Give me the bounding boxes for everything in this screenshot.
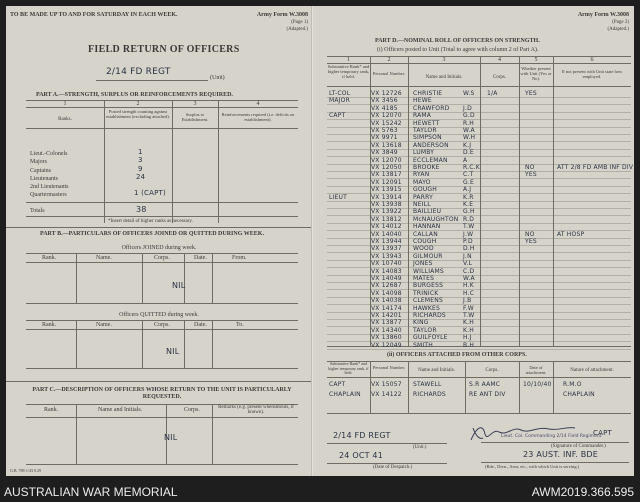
brigade-label: (Bde., Divn., Area, etc., with which Unit is serving.)	[485, 464, 580, 469]
roll-initials: T.W	[463, 223, 475, 231]
roll-name: LUMBY	[413, 149, 435, 157]
roll-number: VX 10740	[371, 260, 402, 268]
despatch-date-label: (Date of Despatch.)	[373, 465, 413, 470]
roll-number: VX 13877	[371, 319, 402, 327]
attached-title: (ii) OFFICERS ATTACHED FROM OTHER CORPS.	[387, 352, 527, 358]
part-b-title: PART B.—PARTICULARS OF OFFICERS JOINED OR QUITTED DURING WEEK.	[40, 231, 264, 237]
roll-name: TAYLOR	[413, 326, 437, 334]
roll-initials: H.J	[463, 334, 472, 342]
roll-initials: C.T	[463, 171, 474, 179]
sign-unit: 2/14 FD REGT	[333, 431, 391, 440]
rank-label: Lieut.-Colonels	[30, 151, 68, 157]
roll-rank: LT-COL	[329, 90, 351, 97]
roll-initials: R.H	[463, 119, 474, 127]
roll-name: McNAUGHTON	[413, 215, 459, 223]
roll-initials: W.A	[463, 275, 475, 282]
roll-name: RYAN	[413, 171, 430, 179]
roll-name: PARRY	[413, 193, 433, 201]
page-title: FIELD RETURN OF OFFICERS	[88, 44, 240, 55]
printer-mark: G.B. 788-1/43 0.29	[10, 468, 41, 473]
roll-initials: H.C	[463, 289, 475, 297]
roll-initials: W.S	[463, 90, 475, 97]
attached-nature: R.M.O	[563, 381, 582, 388]
rank-value: 1 (CAPT)	[134, 189, 166, 197]
roll-number: VX 14098	[371, 289, 402, 297]
roll-name: WILLIAMS	[413, 267, 444, 275]
roll-name: ANDERSON	[413, 141, 449, 149]
roll-initials: B.H	[463, 341, 475, 349]
roll-number: VX 3849	[371, 149, 398, 157]
roll-initials: A.J	[463, 186, 472, 194]
despatch-date: 24 OCT 41	[339, 451, 384, 460]
attached-rank: CAPT	[329, 381, 346, 388]
attached-corps: RE ANT DIV	[469, 391, 506, 398]
brigade-value: 23 AUST. INF. BDE	[523, 450, 599, 459]
roll-number: VX 14038	[371, 297, 402, 305]
totals-value: 38	[136, 205, 147, 214]
roll-note: ATT 2/8 FD AMB INF DIV	[557, 164, 634, 171]
roll-name: BURGESS	[413, 282, 444, 290]
roll-name: JONES	[413, 260, 433, 268]
part-d-subtitle: (i) Officers posted to Unit (Total to agree with column 2 of Part A).	[377, 47, 539, 53]
footer-bar	[0, 480, 640, 502]
roll-name: MATES	[413, 275, 435, 282]
army-form-label-2: Army Form W.3008	[577, 12, 629, 18]
part-c-title: PART C.—DESCRIPTION OF OFFICERS WHOSE RETURN TO THE UNIT IS PARTICULARLY REQUESTED.	[32, 387, 292, 400]
right-page: Army Form W.3008 (Page 2) (Adapted.) PART D.—NOMINAL ROLL OF OFFICERS ON STRENGTH. (i) Officers posted to Unit (Total to agree with column 2 of Part A). 1 2 3 4 5 6 Substantive Rank* and higher temporary rank, if held. Personal Number. Name and Initials. Corps. Whether present with Unit (Yes or No). If not present with Unit state how employed. (ii) OFFICERS ATTACHED FROM OTHER CORPS. Substantive Rank* and higher temporary rank, if held. Personal Number. Name and Initials. Corps. Date of attachment. Nature of attachment. 2/14 FD REGT (Unit.) 24 OCT 41 (Date of Despatch.) CAPT Lieut. Col. Commanding 2/14 Field Regiment (Signature of Commander.) 23 AUST. INF. BDE (Bde., Divn., Area, etc., with which Unit is serving.) LT-COL VX 12726 CHRISTIE W.S 1/A YES MAJOR VX 3456 HEWE VX 4185 CRAWFORD J.D CAPT VX 12070 RAMA G.D VX 15242 HEWETT R.H VX 5763 TAYLOR W.A VX 9971 SIMPSON W.H VX 13618 ANDERSON K.J VX 3849 LUMBY D.E VX 12070 ECCLEMAN A VX 12050 BROOKE R.C.K NO ATT 2/8 FD AMB INF DIV VX 13817 RYAN C.T YES VX 12091 MAYO G.E VX 13915 GOUGH A.J LIEUT VX 13914 PARRY K.R VX 13938 NEILL K.E VX 13922 BAILLIEU G.H VX 13812 McNAUGHTON R.D VX 14012 HANNAN T.W VX 14040 CALLAN J.W NO AT HOSP VX 13944 COUGH P.D YES VX 13937 WOOD D.H VX 13943 GILMOUR J.N VX 10740 JONES V.L VX 14083 WILLIAMS C.D VX 14049 MATES W.A VX 12687 BURGESS H.K VX 14098 TRINICK H.C VX 14038 CLEMENS J.B VX 14174 HAWKES F.W VX 14201 RICHARDS T.W VX 13877 KING K.H VX 14340 TAYLOR K.H VX 13860 GUILFOYLE H.J VX 12049 SMITH B.H CAPT VX 15057 STAWELL S.R AAMC 10/10/40 R.M.O CHAPLAIN VX 14122 RICHARDS RE ANT DIV CHAPLAIN	[313, 6, 634, 476]
rank-value: 3	[138, 156, 143, 164]
roll-number: VX 5763	[371, 127, 398, 134]
roll-initials: K.J	[463, 141, 472, 149]
roll-number: VX 14040	[371, 230, 402, 238]
roll-number: VX 14340	[371, 326, 402, 334]
roll-present: NO	[525, 230, 535, 238]
roll-name: CHRISTIE	[413, 90, 443, 97]
roll-name: GOUGH	[413, 186, 437, 194]
roll-number: VX 13914	[371, 193, 402, 201]
roll-number: VX 13860	[371, 334, 402, 342]
roll-name: HEWETT	[413, 119, 440, 127]
roll-number: VX 15242	[371, 119, 402, 127]
roll-number: VX 13812	[371, 215, 402, 223]
roll-number: VX 13618	[371, 141, 402, 149]
roll-name: ECCLEMAN	[413, 156, 448, 164]
roll-initials: H.K	[463, 282, 474, 290]
roll-name: BAILLIEU	[413, 208, 442, 216]
roll-name: TRINICK	[413, 289, 439, 297]
roll-number: VX 13915	[371, 186, 402, 194]
roll-name: CRAWFORD	[413, 104, 450, 112]
signature-stamp: Lieut. Col. Commanding 2/14 Field Regiment	[501, 434, 602, 439]
roll-name: HAWKES	[413, 304, 440, 312]
roll-number: VX 13938	[371, 201, 402, 208]
roll-initials: W.A	[463, 127, 475, 134]
roll-number: VX 14201	[371, 312, 402, 319]
roll-initials: A	[463, 156, 468, 164]
unit-value: 2/14 FD REGT	[106, 67, 171, 77]
roll-initials: G.H	[463, 208, 475, 216]
roll-number: VX 13944	[371, 238, 402, 245]
roll-name: SIMPSON	[413, 134, 442, 142]
army-form-sub-2: (Page 2) (Adapted.)	[607, 20, 629, 32]
roll-name: SMITH	[413, 341, 433, 349]
roll-rank: MAJOR	[329, 97, 350, 105]
attached-date: 10/10/40	[523, 381, 552, 388]
roll-number: VX 14049	[371, 275, 402, 282]
roll-initials: J.B	[463, 297, 472, 305]
quitted-value: NIL	[166, 347, 180, 356]
roll-number: VX 4185	[371, 104, 398, 112]
rank-label: Captains	[30, 168, 51, 174]
roll-initials: P.D	[463, 238, 473, 245]
footer-accession: AWM2019.366.595	[531, 485, 634, 499]
rank-label: Lieutenants	[30, 176, 58, 182]
joined-value: NIL	[172, 281, 186, 290]
quitted-title: Officers QUITTED during week.	[119, 312, 199, 318]
roll-number: VX 9971	[371, 134, 398, 142]
signature-label: (Signature of Commander.)	[551, 444, 606, 449]
roll-initials: G.D	[463, 112, 475, 120]
roll-initials: G.E	[463, 178, 474, 186]
roll-initials: K.E	[463, 201, 474, 208]
roll-name: NEILL	[413, 201, 431, 208]
roll-name: RICHARDS	[413, 312, 446, 319]
roll-number: VX 12070	[371, 156, 402, 164]
roll-number: VX 13943	[371, 252, 402, 260]
roll-initials: V.L	[463, 260, 473, 268]
unit-label: (Unit)	[210, 75, 225, 81]
sign-unit-label: (Unit.)	[413, 445, 427, 450]
roll-name: HANNAN	[413, 223, 441, 231]
roll-initials: C.D	[463, 267, 475, 275]
roll-note: AT HOSP	[557, 230, 585, 238]
top-note: TO BE MADE UP TO AND FOR SATURDAY IN EACH WEEK.	[10, 12, 178, 18]
roll-name: CALLAN	[413, 230, 438, 238]
roll-name: GILMOUR	[413, 252, 443, 260]
attached-corps: S.R AAMC	[469, 381, 501, 388]
roll-number: VX 14174	[371, 304, 402, 312]
roll-initials: J.D	[463, 104, 472, 112]
roll-number: VX 3456	[371, 97, 398, 105]
roll-name: KING	[413, 319, 429, 327]
roll-initials: J.N	[463, 252, 472, 260]
roll-number: VX 12049	[371, 341, 402, 349]
roll-rank: LIEUT	[329, 193, 347, 201]
roll-number: VX 13922	[371, 208, 402, 216]
roll-name: MAYO	[413, 178, 431, 186]
roll-name: CLEMENS	[413, 297, 443, 305]
roll-initials: D.H	[463, 245, 475, 253]
roll-name: RAMA	[413, 112, 432, 120]
roll-initials: R.D	[463, 215, 475, 223]
roll-initials: R.C.K	[463, 164, 480, 171]
roll-initials: J.W	[463, 230, 474, 238]
roll-name: COUGH	[413, 238, 437, 245]
part-d-title: PART D.—NOMINAL ROLL OF OFFICERS ON STRENGTH.	[375, 38, 540, 44]
attached-number: VX 15057	[371, 381, 402, 388]
roll-initials: K.H	[463, 326, 474, 334]
roll-present: YES	[525, 90, 537, 97]
roll-present: YES	[525, 238, 537, 245]
rank-value: 1	[138, 148, 143, 156]
roll-initials: T.W	[463, 312, 475, 319]
totals-label: Totals	[30, 208, 45, 214]
roll-name: TAYLOR	[413, 127, 437, 134]
roll-name: GUILFOYLE	[413, 334, 448, 342]
part-c-value: NIL	[164, 433, 178, 442]
roll-initials: D.E	[463, 149, 474, 157]
rank-value: 24	[136, 173, 146, 181]
rank-label: Majors	[30, 159, 47, 165]
rank-label: Quartermasters	[30, 192, 67, 198]
attached-name: STAWELL	[413, 381, 442, 388]
roll-rank: CAPT	[329, 112, 346, 120]
footnote: *Insert detail of higher ranks as necessary.	[108, 219, 193, 224]
signature-rank: CAPT	[593, 429, 612, 437]
part-a-title: PART A.—STRENGTH, SURPLUS OR REINFORCEMENTS REQUIRED.	[36, 92, 233, 98]
rank-label: 2nd Lieutenants	[30, 184, 69, 190]
roll-initials: W.H	[463, 134, 476, 142]
roll-present: YES	[525, 171, 537, 179]
attached-rank: CHAPLAIN	[329, 391, 361, 398]
roll-number: VX 12070	[371, 112, 402, 120]
rank-value: 9	[138, 165, 143, 173]
roll-present: NO	[525, 164, 535, 171]
roll-initials: F.W	[463, 304, 474, 312]
roll-number: VX 12726	[371, 90, 402, 97]
roll-number: VX 12687	[371, 282, 402, 290]
roll-number: VX 14083	[371, 267, 402, 275]
roll-initials: K.R	[463, 193, 474, 201]
roll-name: HEWE	[413, 97, 432, 105]
footer-source: AUSTRALIAN WAR MEMORIAL	[4, 485, 178, 499]
roll-initials: K.H	[463, 319, 474, 327]
commander-signature	[463, 420, 583, 446]
roll-number: VX 12091	[371, 178, 402, 186]
attached-name: RICHARDS	[413, 391, 446, 398]
roll-name: BROOKE	[413, 164, 440, 171]
attached-number: VX 14122	[371, 391, 402, 398]
joined-title: Officers JOINED during week.	[121, 245, 197, 251]
roll-name: WOOD	[413, 245, 434, 253]
roll-number: VX 13937	[371, 245, 402, 253]
army-form-label: Army Form W.3008	[256, 12, 308, 18]
roll-number: VX 14012	[371, 223, 402, 231]
roll-number: VX 13817	[371, 171, 402, 179]
army-form-sub: (Page 1) (Adapted.)	[286, 20, 308, 32]
roll-corps: 1/A	[487, 90, 498, 97]
roll-number: VX 12050	[371, 164, 402, 171]
attached-nature: CHAPLAIN	[563, 391, 595, 398]
left-page: TO BE MADE UP TO AND FOR SATURDAY IN EACH WEEK. Army Form W.3008 (Page 1) (Adapted.) FIELD RETURN OF OFFICERS 2/14 FD REGT (Unit) PART A.—STRENGTH, SURPLUS OR REINFORCEMENTS REQUIRED. 1 2 3 4 Ranks. Posted strength counting against establishment (excluding attached). Surplus to Establishment. Reinforcements required (i.e. deficits on establishment). Lieut.-Colonels 1 Majors 3 Captains 9 Lieutenants 24 2nd Lieutenants Quartermasters 1 (CAPT) Totals 38 *Insert detail of higher ranks as necessary. PART B.—PARTICULARS OF OFFICERS JOINED OR QUITTED DURING WEEK. Officers JOINED during week. Rank. Name. Corps. Date. From. NIL Officers QUITTED during week. Rank. Name. Corps. Date. To. NIL PART C.—DESCRIPTION OF OFFICERS WHOSE RETURN TO THE UNIT IS PARTICULARLY REQUESTED. Rank. Name and Initials. Corps. Remarks (e.g. present whereabouts, if known). NIL G.B. 788-1/43 0.29	[6, 6, 312, 476]
